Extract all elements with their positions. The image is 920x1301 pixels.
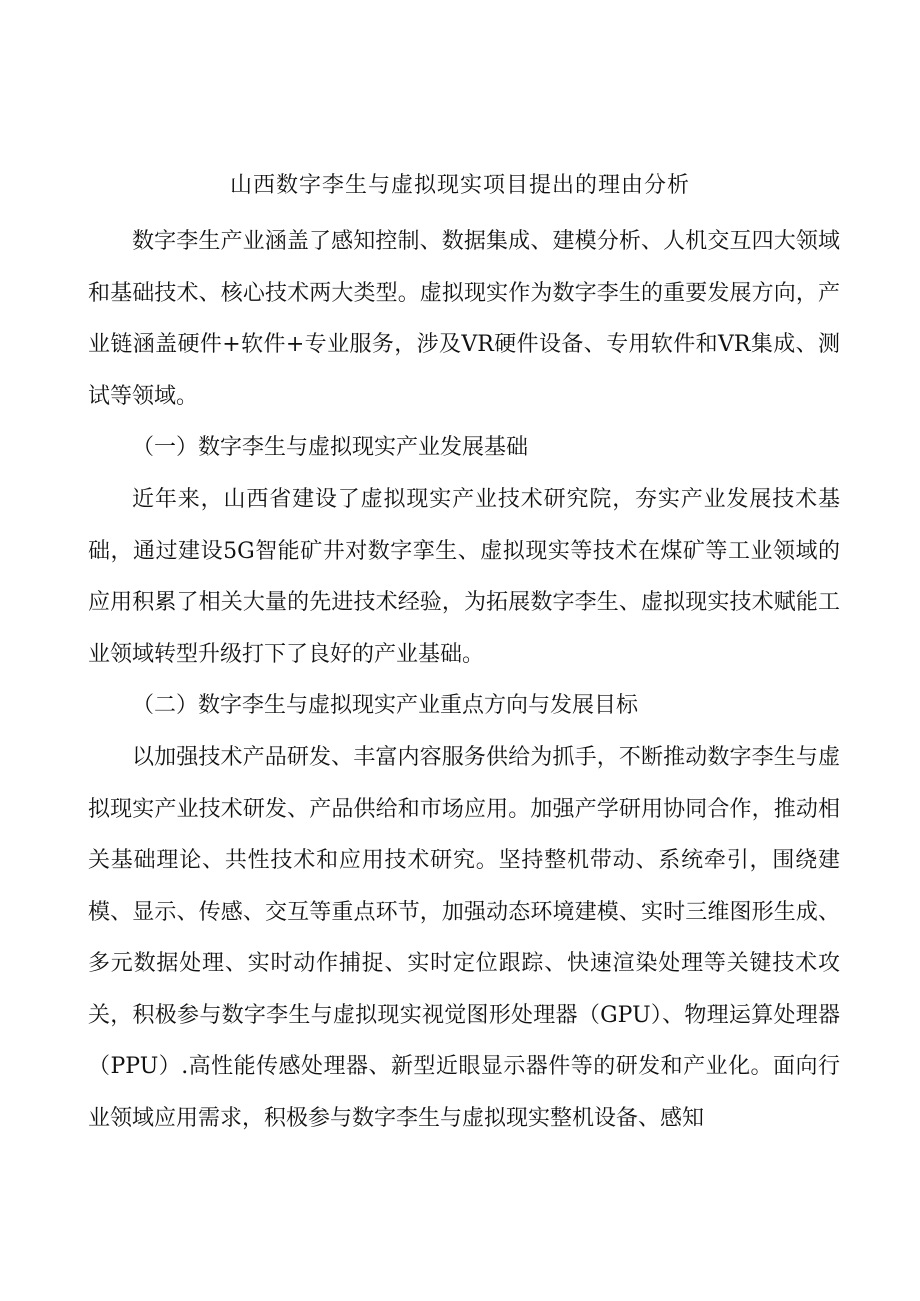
section-heading-development-foundation: （一）数字李生与虚拟现实产业发展基础	[132, 435, 529, 460]
paragraph-industry-overview: 数字李生产业涵盖了感知控制、数据集成、建模分析、人机交互四大领域和基础技术、核心技术两大类型。虚拟现实作为数字李生的重要发展方向，产业链涵盖硬件+软件+专业服务，涉及VR硬件设备、专用软件和VR集成、测试等领域。	[88, 229, 840, 409]
document-title: 山西数字李生与虚拟现实项目提出的理由分析	[229, 173, 690, 198]
paragraph-key-directions-goals: 以加强技术产品研发、丰富内容服务供给为抓手，不断推动数字李生与虚拟现实产业技术研发、产品供给和市场应用。加强产学研用协同合作，推动相关基础理论、共性技术和应用技术研究。坚持整机带动、系统牵引，围绕建模、显示、传感、交互等重点环节，加强动态环境建模、实时三维图形生成、多元数据处理、实时动作捕捉、实时定位跟踪、快速渲染处理等关键技术攻关，积极参与数字李生与虚拟现实视觉图形处理器（GPU）、物理运算处理器（PPU）.高性能传感处理器、新型近眼显示器件等的研发和产业化。面向行业领域应用需求，积极参与数字李生与虚拟现实整机设备、感知	[88, 745, 840, 1131]
section-heading-key-directions-goals: （二）数字李生与虚拟现实产业重点方向与发展目标	[132, 693, 639, 718]
paragraph-development-foundation: 近年来，山西省建设了虚拟现实产业技术研究院，夯实产业发展技术基础，通过建设5G智能矿井对数字挛生、虚拟现实等技术在煤矿等工业领域的应用积累了相关大量的先进技术经验，为拓展数字李生、虚拟现实技术赋能工业领域转型升级打下了良好的产业基础。	[88, 487, 840, 667]
